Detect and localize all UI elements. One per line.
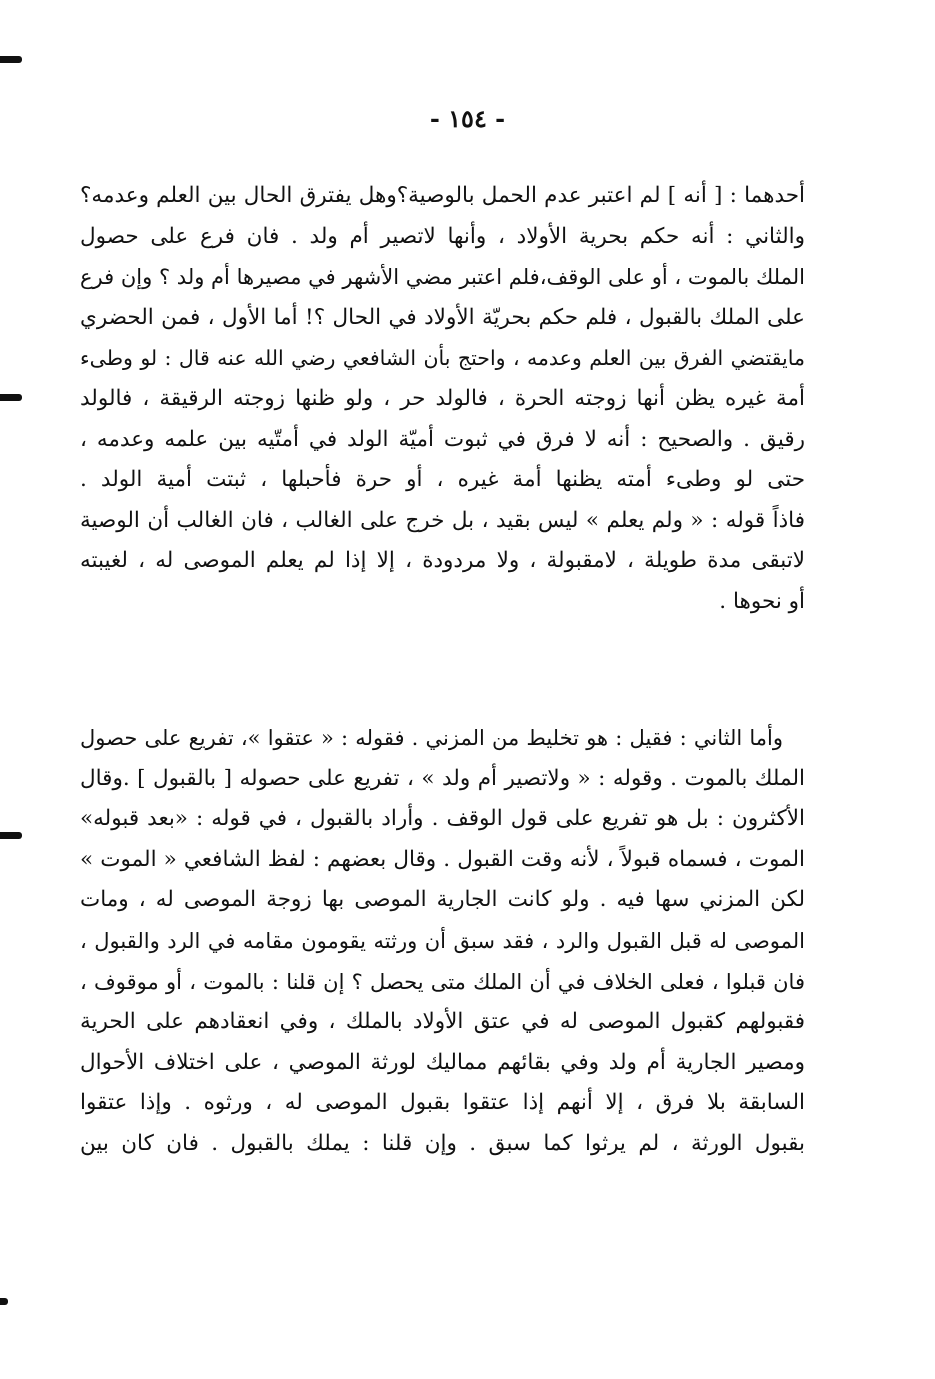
text-line: وأما الثاني : فقيل : هو تخليط من المزني . فقوله : « عتقوا »، تفريع على حصول (80, 726, 783, 750)
binding-mark-1 (0, 56, 22, 63)
text-line: والثاني : أنه حكم بحرية الأولاد ، وأنها لاتصير أم ولد . فان فرع على حصول (80, 223, 805, 249)
binding-mark-2 (0, 394, 22, 401)
text-line: الأكثرون : بل هو تفريع على قول الوقف . وأراد بالقبول ، في قوله : «بعد قبوله» (80, 806, 805, 832)
text-line: فان قبلوا ، فعلى الخلاف في أن الملك متى يحصل ؟ إن قلنا : بالموت ، أو موقوف ، (80, 969, 805, 994)
text-line: فقبولهم كقبول الموصى له في عتق الأولاد بالملك ، وفي انعقادهم على الحرية (80, 1009, 805, 1035)
paragraph-1 (80, 176, 805, 623)
text-line: لاتبقى مدة طويلة ، لامقبولة ، ولا مردودة ، إلا إذا لم يعلم الموصى له ، لغيبته (80, 548, 805, 574)
text-line: بقبول الورثة ، لم يرثوا كما سبق . وإن قلنا : يملك بالقبول . فان كان بين (80, 1130, 805, 1156)
text-line: السابقة بلا فرق ، إلا أنهم إذا عتقوا بقبول الموصى له ، ورثوه . وإذا عتقوا (80, 1090, 805, 1116)
binding-mark-4 (0, 1298, 8, 1305)
text-line: فاذاً قوله : « ولم يعلم » ليس بقيد ، بل خرج على الغالب ، فان الغالب أن الوصية (80, 507, 805, 533)
text-line: الموصى له قبل القبول والرد ، فقد سبق أن ورثته يقومون مقامه في الرد والقبول ، (80, 928, 805, 953)
text-line: أحدهما : [ أنه ] لم اعتبر عدم الحمل بالوصية؟وهل يفترق الحال بين العلم وعدمه؟ (80, 183, 805, 208)
binding-mark-3 (0, 832, 22, 839)
text-line: ومصير الجارية أم ولد وفي بقائهم مماليك لورثة الموصي ، على اختلاف الأحوال (80, 1049, 805, 1075)
text-line: لكن المزني سها فيه . ولو كانت الجارية الموصى بها زوجة الموصى له ، ومات (80, 887, 805, 913)
text-line: الموت ، فسماه قبولاً ، لأنه وقت القبول . وقال بعضهم : لفظ الشافعي « الموت » (80, 846, 805, 872)
text-line: على الملك بالقبول ، فلم حكم بحريّة الأولاد في الحال ؟! أما الأول ، فمن الحضري (80, 304, 805, 330)
page-number: - ١٥٤ - (429, 104, 506, 133)
text-line: رقيق . والصحيح : أنه لا فرق في ثبوت أميّة الولد في أمتّيه بين علمه وعدمه ، (80, 426, 805, 452)
text-line: أمة غيره يظن أنها زوجته الحرة ، فالولد حر ، ولو ظنها زوجته الرقيقة ، فالولد (80, 385, 805, 411)
paragraph-2 (80, 718, 805, 1165)
text-line: حتى لو وطىء أمته يظنها أمة غيره ، أو حرة فأحبلها ، ثبتت أمية الولد . (80, 467, 805, 493)
text-line: الملك بالموت . وقوله : « ولاتصير أم ولد » ، تفريع على حصوله [ بالقبول ] .وقال (80, 765, 805, 791)
text-line: أو نحوها . (719, 588, 805, 614)
text-line: مايقتضي الفرق بين العلم وعدمه ، واحتج بأن الشافعي رضي الله عنه قال : لو وطىء (80, 346, 805, 371)
text-line: الملك بالموت ، أو على الوقف،فلم اعتبر مضي الأشهر في مصيرها أم ولد ؟ وإن فرع (80, 265, 805, 290)
